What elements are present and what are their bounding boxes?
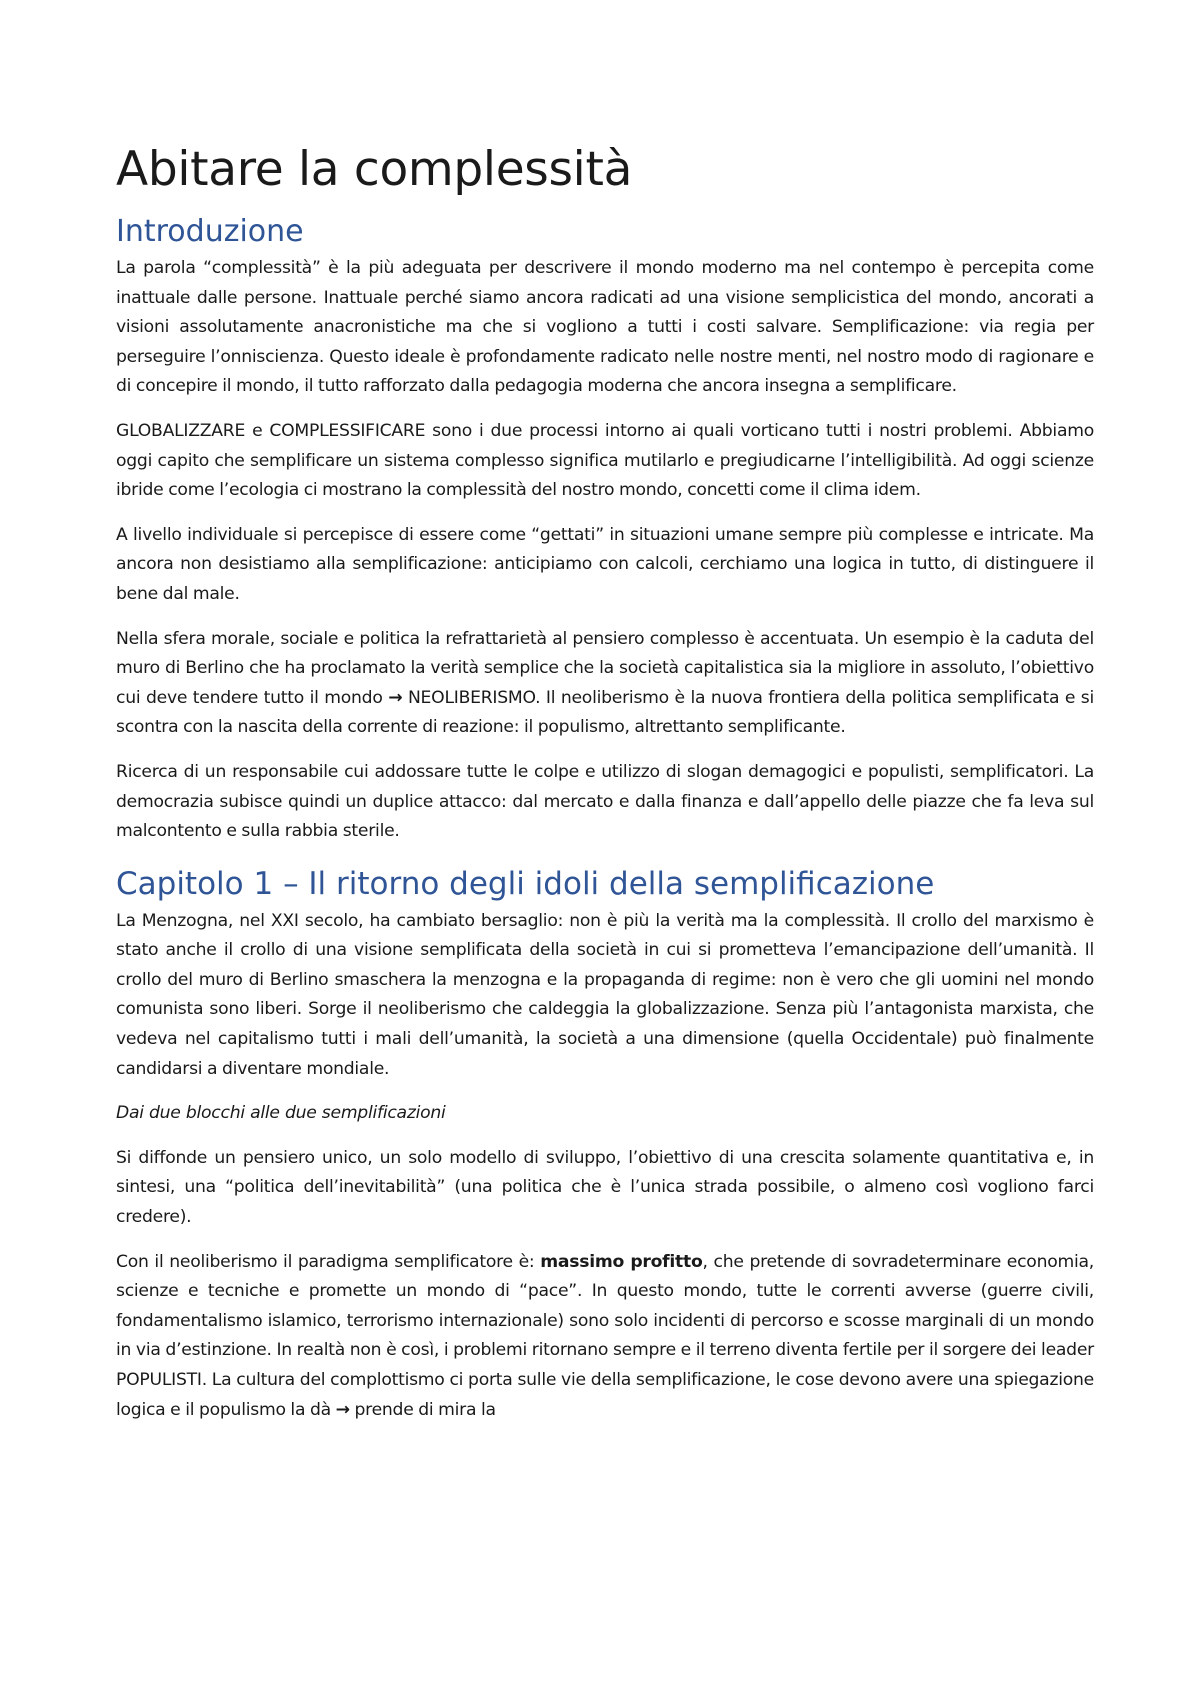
paragraph-text: NEOLIBERISMO. Il neoliberismo è la nuova frontiera della politica semplificata e si scontra con la nascita della corrente di reazione: il populismo, altrettanto semplificante. [116, 687, 1094, 738]
paragraph-text: Con il neoliberismo il paradigma semplificatore è: [116, 1251, 541, 1272]
paragraph: GLOBALIZZARE e COMPLESSIFICARE sono i due processi intorno ai quali vorticano tutti i nostri problemi. Abbiamo oggi capito che semplificare un sistema complesso significa mutilarlo e pregiudicarne l’intelligibilità. Ad oggi scienze ibride come l’ecologia ci mostrano la complessità del nostro mondo, concetti come il clima idem. [116, 420, 1094, 501]
paragraph-text: Nella sfera morale, sociale e politica la refrattarietà al pensiero complesso è accentuata. Un esempio è la caduta del muro di Berlino che ha proclamato la verità semplice che la società capitalistica sia la migliore in assoluto, l’obiettivo cui deve tendere tutto il mondo [116, 628, 1094, 708]
paragraph: Ricerca di un responsabile cui addossare tutte le colpe e utilizzo di slogan demagogici e populisti, semplificatori. La democrazia subisce quindi un duplice attacco: dal mercato e dalla finanza e dall’appello delle piazze che fa leva sul malcontento e sulla rabbia sterile. [116, 761, 1094, 842]
arrow-right-icon: → [335, 1399, 350, 1420]
paragraph: A livello individuale si percepisce di essere come “gettati” in situazioni umane sempre più complesse e intricate. Ma ancora non desistiamo alla semplificazione: anticipiamo con calcoli, cerchiamo una logica in tutto, di distinguere il bene dal male. [116, 524, 1094, 604]
paragraph: La Menzogna, nel XXI secolo, ha cambiato bersaglio: non è più la verità ma la complessità. Il crollo del marxismo è stato anche il crollo di una visione semplificata della società in cui si prometteva l’emancipazione dell’umanità. Il crollo del muro di Berlino smaschera la menzogna e la propaganda di regime: non è vero che gli uomini nel mondo comunista sono liberi. Sorge il neoliberismo che caldeggia la globalizzazione. Senza più l’antagonista marxista, che vedeva nel capitalismo tutti i mali dell’umanità, la società a una dimensione (quella Occidentale) può finalmente candidarsi a diventare mondiale. [116, 910, 1094, 1079]
paragraph-text: , che pretende di sovradeterminare economia, scienze e tecniche e promette un mondo di “pace”. In questo mondo, tutte le correnti avverse (guerre civili, fondamentalismo islamico, terrorismo internazionale) sono solo incidenti di percorso e scosse marginali di un mondo in via d’estinzione. In realtà non è così, i problemi ritornano sempre e il terreno diventa fertile per il sorgere dei leader POPULISTI. La cultura del complottismo ci porta sulle vie della semplificazione, le cose devono avere una spiegazione logica e il populismo la dà [116, 1251, 1094, 1420]
section-heading-capitolo-1: Capitolo 1 – Il ritorno degli idoli della semplificazione [116, 865, 935, 902]
bold-term: massimo profitto [540, 1251, 703, 1272]
arrow-right-icon: → [388, 687, 403, 708]
document-title: Abitare la complessità [116, 142, 633, 197]
subheading: Dai due blocchi alle due semplificazioni [116, 1103, 446, 1124]
document-body [116, 140, 1094, 1440]
paragraph: La parola “complessità” è la più adeguata per descrivere il mondo moderno ma nel contempo è percepita come inattuale dalle persone. Inattuale perché siamo ancora radicati ad una visione semplicistica del mondo, ancorati a visioni assolutamente anacronistiche ma che si vogliono a tutti i costi salvare. Semplificazione: via regia per perseguire l’onniscienza. Questo ideale è profondamente radicato nelle nostre menti, nel nostro modo di ragionare e di concepire il mondo, il tutto rafforzato dalla pedagogia moderna che ancora insegna a semplificare. [116, 258, 1094, 397]
paragraph [116, 1248, 1094, 1426]
paragraph [116, 625, 1094, 743]
section-heading-introduzione: Introduzione [116, 214, 304, 249]
paragraph: Si diffonde un pensiero unico, un solo modello di sviluppo, l’obiettivo di una crescita solamente quantitativa e, in sintesi, una “politica dell’inevitabilità” (una politica che è l’unica strada possibile, o almeno così vogliono farci credere). [116, 1147, 1094, 1228]
paragraph-text: prende di mira la [349, 1399, 496, 1420]
